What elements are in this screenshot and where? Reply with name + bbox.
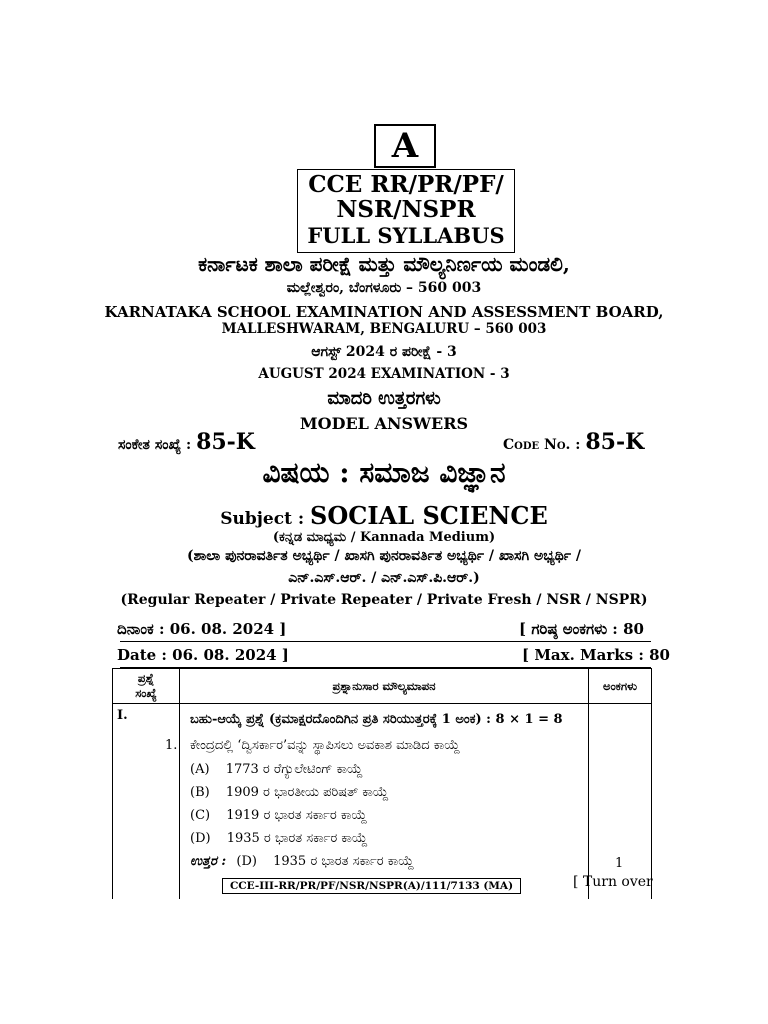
option-d-label: (D)	[190, 831, 211, 846]
answer-table	[112, 668, 652, 899]
scheme-line-3: FULL SYLLABUS	[307, 223, 505, 248]
option-b-text: 1909 ರ ಭಾರತೀಯ ಪರಿಷತ್ ಕಾಯ್ದೆ	[225, 785, 389, 800]
header-question-number	[113, 669, 180, 704]
code-label-kannada: ಸಂಕೇತ ಸಂಖ್ಯೆ :	[118, 437, 192, 453]
table-header-row	[113, 669, 652, 704]
medium-line: (ಕನ್ನಡ ಮಾಧ್ಯಮ / Kannada Medium)	[272, 530, 496, 545]
booklet-code: A	[374, 124, 436, 168]
subject-value-kannada: ಸಮಾಜ ವಿಜ್ಞಾನ	[359, 456, 506, 489]
model-answers-english: MODEL ANSWERS	[299, 414, 469, 433]
table-row	[113, 704, 652, 900]
date-english: Date : 06. 08. 2024 ]	[117, 646, 289, 664]
scheme-box	[297, 169, 515, 253]
option-a	[190, 762, 363, 777]
code-value-kannada: 85-K	[196, 429, 255, 455]
board-name-english: KARNATAKA SCHOOL EXAMINATION AND ASSESSMENT BOARD,	[104, 303, 664, 321]
candidates-kannada-line-1: (ಶಾಲಾ ಪುನರಾವರ್ತಿತ ಅಭ್ಯರ್ಥಿ / ಖಾಸಗಿ ಪುನರಾವರ್ತಿತ ಅಭ್ಯರ್ಥಿ / ಖಾಸಗಿ ಅಭ್ಯರ್ಥಿ /	[186, 548, 582, 564]
question-number: 1.	[165, 738, 178, 753]
answer-line	[190, 854, 414, 869]
header-question-number-line-2: ಸಂಖ್ಯೆ	[135, 686, 157, 700]
subject-english	[0, 501, 768, 530]
header-marks: ಅಂಕಗಳು	[589, 669, 652, 704]
subject-kannada	[0, 456, 768, 490]
question-number-cell	[113, 704, 180, 900]
evaluation-cell	[180, 704, 589, 900]
answer-text: 1935 ರ ಭಾರತ ಸರ್ಕಾರ ಕಾಯ್ದೆ	[273, 854, 414, 869]
code-number-english	[503, 429, 644, 455]
candidates-english: (Regular Repeater / Private Repeater / Private Fresh / NSR / NSPR)	[120, 592, 648, 608]
footer-code: CCE-III-RR/PR/PF/NSR/NSPR(A)/111/7133 (MA)	[222, 878, 521, 894]
scheme-line-2: NSR/NSPR	[336, 196, 476, 223]
answer-label: ಉತ್ತರ :	[190, 854, 227, 869]
model-answers-kannada: ಮಾದರಿ ಉತ್ತರಗಳು	[327, 388, 441, 409]
question-marks: 1	[615, 856, 624, 871]
board-address-kannada: ಮಲ್ಲೇಶ್ವರಂ, ಬೆಂಗಳೂರು – 560 003	[286, 280, 482, 296]
option-a-label: (A)	[190, 762, 210, 777]
option-c	[190, 808, 367, 823]
section-instruction: ಬಹು-ಆಯ್ಕೆ ಪ್ರಶ್ನೆ (ಕ್ರಮಾಕ್ಷರದೊಂದಿಗಿನ ಪ್ರತಿ ಸರಿಯುತ್ತರಕ್ಕೆ 1 ಅಂಕ) : 8 × 1 = 8	[190, 712, 563, 727]
candidates-kannada-line-2: ಎನ್.ಎಸ್.ಆರ್. / ಎನ್.ಎಸ್.ಪಿ.ಆರ್.)	[288, 570, 480, 586]
subject-value-english: SOCIAL SCIENCE	[310, 501, 548, 530]
scheme-line-1: CCE RR/PR/PF/	[308, 171, 504, 198]
option-d-text: 1935 ರ ಭಾರತ ಸರ್ಕಾರ ಕಾಯ್ದೆ	[226, 831, 368, 846]
date-kannada: ದಿನಾಂಕ : 06. 08. 2024 ]	[117, 620, 287, 638]
option-b-label: (B)	[190, 785, 210, 800]
max-marks-english: [ Max. Marks : 80	[522, 646, 670, 664]
option-d	[190, 831, 367, 846]
turn-over: [ Turn over	[573, 874, 653, 890]
exam-title-english: AUGUST 2024 EXAMINATION - 3	[258, 366, 510, 382]
subject-label-kannada: ವಿಷಯ :	[262, 456, 350, 489]
code-number-kannada	[118, 429, 255, 455]
code-label-english: Code No. :	[503, 437, 581, 453]
board-name-kannada: ಕರ್ನಾಟಕ ಶಾಲಾ ಪರೀಕ್ಷೆ ಮತ್ತು ಮೌಲ್ಯನಿರ್ಣಯ ಮಂಡಲಿ,	[198, 252, 570, 276]
option-c-text: 1919 ರ ಭಾರತ ಸರ್ಕಾರ ಕಾಯ್ದೆ	[226, 808, 367, 823]
max-marks-kannada: [ ಗರಿಷ್ಠ ಅಂಕಗಳು : 80	[519, 620, 644, 638]
marks-cell	[589, 704, 652, 900]
section-number: I.	[117, 708, 128, 723]
option-c-label: (C)	[190, 808, 211, 823]
option-a-text: 1773 ರ ರೆಗ್ಯುಲೇಟಿಂಗ್ ಕಾಯ್ದೆ	[225, 762, 363, 777]
answer-option: (D)	[236, 854, 257, 869]
option-b	[190, 785, 388, 800]
subject-label-english: Subject :	[220, 509, 305, 529]
header-evaluation: ಪ್ರಶ್ನಾನುಸಾರ ಮೌಲ್ಯಮಾಪನ	[180, 669, 589, 704]
question-text: ಕೇಂದ್ರದಲ್ಲಿ ‘ದ್ವಿಸರ್ಕಾರ’ವನ್ನು ಸ್ಥಾಪಿಸಲು ಅವಕಾಶ ಮಾಡಿದ ಕಾಯ್ದೆ	[190, 738, 460, 753]
header-question-number-line-1: ಪ್ರಶ್ನೆ	[137, 671, 155, 685]
exam-title-kannada: ಆಗಸ್ಟ್ 2024 ರ ಪರೀಕ್ಷೆ - 3	[311, 344, 457, 360]
code-value-english: 85-K	[585, 429, 645, 455]
divider	[120, 641, 651, 642]
board-address-english: MALLESHWARAM, BENGALURU – 560 003	[221, 321, 547, 337]
